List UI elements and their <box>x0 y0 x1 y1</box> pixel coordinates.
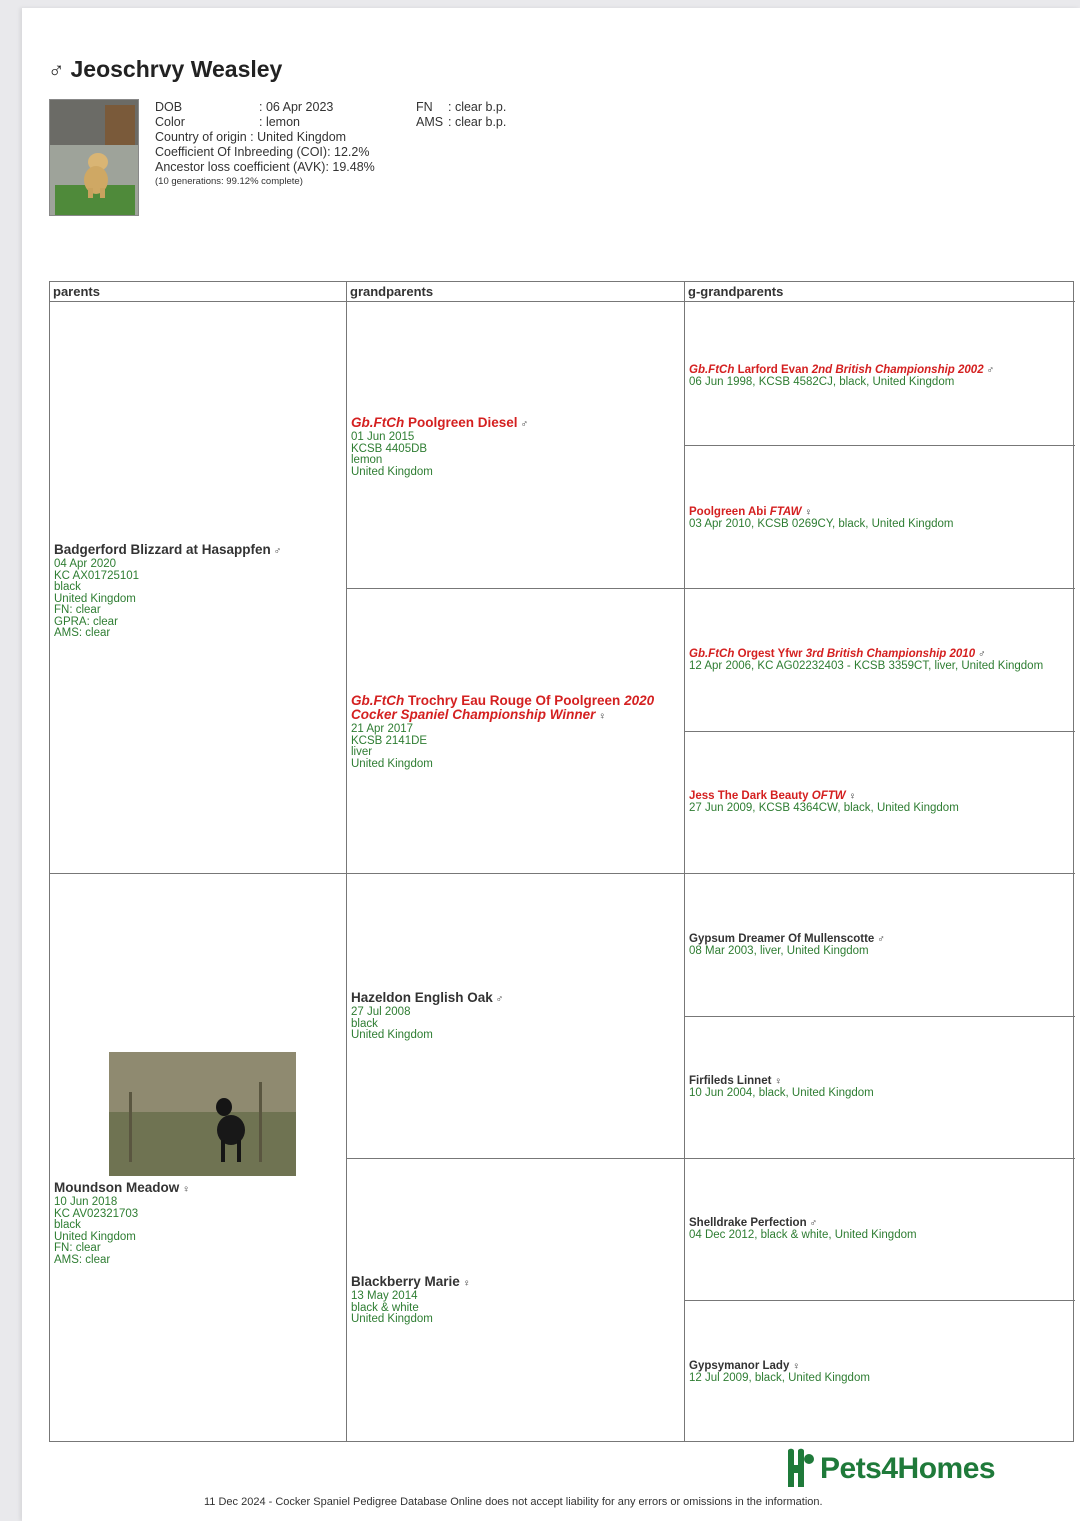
dam-name[interactable]: Moundson Meadow ♀ <box>54 1180 190 1195</box>
ggrandparent-name[interactable]: Gb.FtCh Orgest Yfwr 3rd British Championship 2010 ♂ <box>689 648 986 660</box>
completeness-note: (10 generations: 99.12% complete) <box>155 176 303 187</box>
dob-label: DOB <box>155 100 183 114</box>
sire-line: FN: clear <box>54 604 101 616</box>
row-divider <box>346 1158 1075 1159</box>
dam-line: KC AV02321703 <box>54 1207 139 1220</box>
grandparent-3[interactable] <box>351 991 681 1042</box>
parent-sire[interactable] <box>54 543 342 640</box>
ggrandparent-7[interactable] <box>689 1217 1073 1241</box>
dam-line: black <box>54 1219 81 1231</box>
dog-photo-icon <box>109 1052 296 1176</box>
row-divider <box>50 873 1075 874</box>
ams-value: : clear b.p. <box>448 115 507 129</box>
ggrandparent-detail: 27 Jun 2009, KCSB 4364CW, black, United Kingdom <box>689 802 959 814</box>
test-row-fn <box>416 100 506 115</box>
sire-name[interactable]: Badgerford Blizzard at Hasappfen ♂ <box>54 542 282 557</box>
sire-line: United Kingdom <box>54 592 136 605</box>
grandparent-4[interactable] <box>351 1275 681 1326</box>
dog-photo-icon <box>50 100 139 216</box>
dam-line: 10 Jun 2018 <box>54 1196 118 1208</box>
grandparent-1[interactable] <box>351 416 681 478</box>
dam-line: AMS: clear <box>54 1253 111 1266</box>
ggrandparent-1[interactable] <box>689 364 1073 388</box>
grandparent-2[interactable] <box>351 694 681 770</box>
ggrandparent-name[interactable]: Jess The Dark Beauty OFTW ♀ <box>689 790 857 802</box>
country-of-origin: Country of origin : United Kingdom <box>155 130 347 144</box>
grandparent-line: KCSB 4405DB <box>351 442 428 455</box>
grandparent-line: United Kingdom <box>351 1313 433 1325</box>
row-divider <box>684 731 1075 732</box>
grandparent-line: black <box>351 1017 378 1030</box>
dam-photo <box>109 1052 296 1176</box>
grandparent-name[interactable]: Gb.FtCh Trochry Eau Rouge Of Poolgreen 2020 Cocker Spaniel Championship Winner ♀ <box>351 693 655 722</box>
row-divider <box>684 1300 1075 1301</box>
grandparent-line: 13 May 2014 <box>351 1290 418 1302</box>
row-divider <box>346 588 1075 589</box>
column-divider <box>684 282 685 1441</box>
sire-line: AMS: clear <box>54 627 111 639</box>
coi-value: Coefficient Of Inbreeding (COI): 12.2% <box>155 145 370 159</box>
ggrandparent-name[interactable]: Gypsum Dreamer Of Mullenscotte ♂ <box>689 933 885 945</box>
header-parents: parents <box>50 282 346 302</box>
color-value: : lemon <box>259 115 300 129</box>
pets4homes-logo-icon <box>782 1447 816 1491</box>
footer-disclaimer: 11 Dec 2024 - Cocker Spaniel Pedigree Database Online does not accept liability for any errors or omissions in the information. <box>204 1496 823 1508</box>
ggrandparent-detail: 04 Dec 2012, black & white, United Kingdom <box>689 1229 917 1241</box>
grandparent-name[interactable]: Gb.FtCh Poolgreen Diesel ♂ <box>351 415 529 430</box>
grandparent-line: liver <box>351 746 373 758</box>
page-title <box>48 56 282 83</box>
grandparent-line: KCSB 2141DE <box>351 734 428 747</box>
ggrandparent-name[interactable]: Gypsymanor Lady ♀ <box>689 1360 800 1372</box>
grandparent-name[interactable]: Blackberry Marie ♀ <box>351 1274 471 1289</box>
ggrandparent-detail: 12 Jul 2009, black, United Kingdom <box>689 1372 870 1384</box>
grandparent-line: lemon <box>351 454 383 466</box>
info-row-dob <box>155 100 375 115</box>
grandparent-line: 27 Jul 2008 <box>351 1006 411 1018</box>
ggrandparent-name[interactable]: Firfileds Linnet ♀ <box>689 1075 782 1087</box>
dog-name: Jeoschrvy Weasley <box>70 56 283 82</box>
ggrandparent-2[interactable] <box>689 506 1073 530</box>
health-tests <box>416 100 506 130</box>
ggrandparent-detail: 10 Jun 2004, black, United Kingdom <box>689 1087 874 1099</box>
ggrandparent-5[interactable] <box>689 933 1073 957</box>
ams-label: AMS <box>416 115 444 129</box>
sire-line: GPRA: clear <box>54 615 118 628</box>
ggrandparent-8[interactable] <box>689 1360 1073 1384</box>
column-divider <box>346 282 347 1441</box>
ggrandparent-6[interactable] <box>689 1075 1073 1099</box>
male-symbol: ♂ <box>48 56 65 82</box>
header-grandparents: grandparents <box>347 282 684 302</box>
grandparent-name[interactable]: Hazeldon English Oak ♂ <box>351 990 504 1005</box>
logo-text: Pets4Homes <box>820 1452 996 1485</box>
fn-label: FN <box>416 100 433 114</box>
ggrandparent-detail: 12 Apr 2006, KC AG02232403 - KCSB 3359CT, liver, United Kingdom <box>689 660 1044 672</box>
parent-dam[interactable] <box>54 1181 342 1266</box>
dog-info <box>155 100 375 188</box>
avk-value: Ancestor loss coefficient (AVK): 19.48% <box>155 160 375 174</box>
grandparent-line: 21 Apr 2017 <box>351 723 414 735</box>
color-label: Color <box>155 115 185 129</box>
grandparent-line: black & white <box>351 1301 419 1314</box>
dam-line: United Kingdom <box>54 1230 136 1243</box>
row-divider <box>684 445 1075 446</box>
row-divider <box>684 1016 1075 1017</box>
ggrandparent-name[interactable]: Poolgreen Abi FTAW ♀ <box>689 506 812 518</box>
ggrandparent-name[interactable]: Shelldrake Perfection ♂ <box>689 1217 818 1229</box>
grandparent-line: United Kingdom <box>351 465 433 478</box>
dam-line: FN: clear <box>54 1242 101 1254</box>
grandparent-line: United Kingdom <box>351 1029 433 1041</box>
pets4homes-logo[interactable] <box>782 1447 995 1491</box>
dob-value: : 06 Apr 2023 <box>259 100 334 114</box>
ggrandparent-detail: 06 Jun 1998, KCSB 4582CJ, black, United Kingdom <box>689 376 955 388</box>
ggrandparent-3[interactable] <box>689 648 1073 672</box>
ggrandparent-detail: 08 Mar 2003, liver, United Kingdom <box>689 945 869 957</box>
ggrandparent-name[interactable]: Gb.FtCh Larford Evan 2nd British Championship 2002 ♂ <box>689 364 995 376</box>
fn-value: : clear b.p. <box>448 100 507 114</box>
ggrandparent-4[interactable] <box>689 790 1073 814</box>
sire-line: black <box>54 581 81 593</box>
test-row-ams <box>416 115 506 130</box>
grandparent-line: United Kingdom <box>351 757 433 770</box>
pedigree-table <box>49 281 1074 1442</box>
info-row-color <box>155 115 375 130</box>
sire-line: KC AX01725101 <box>54 569 140 582</box>
header-ggrandparents: g-grandparents <box>685 282 1075 302</box>
dog-photo <box>49 99 139 216</box>
sire-line: 04 Apr 2020 <box>54 558 117 570</box>
ggrandparent-detail: 03 Apr 2010, KCSB 0269CY, black, United Kingdom <box>689 518 954 530</box>
grandparent-line: 01 Jun 2015 <box>351 431 415 443</box>
